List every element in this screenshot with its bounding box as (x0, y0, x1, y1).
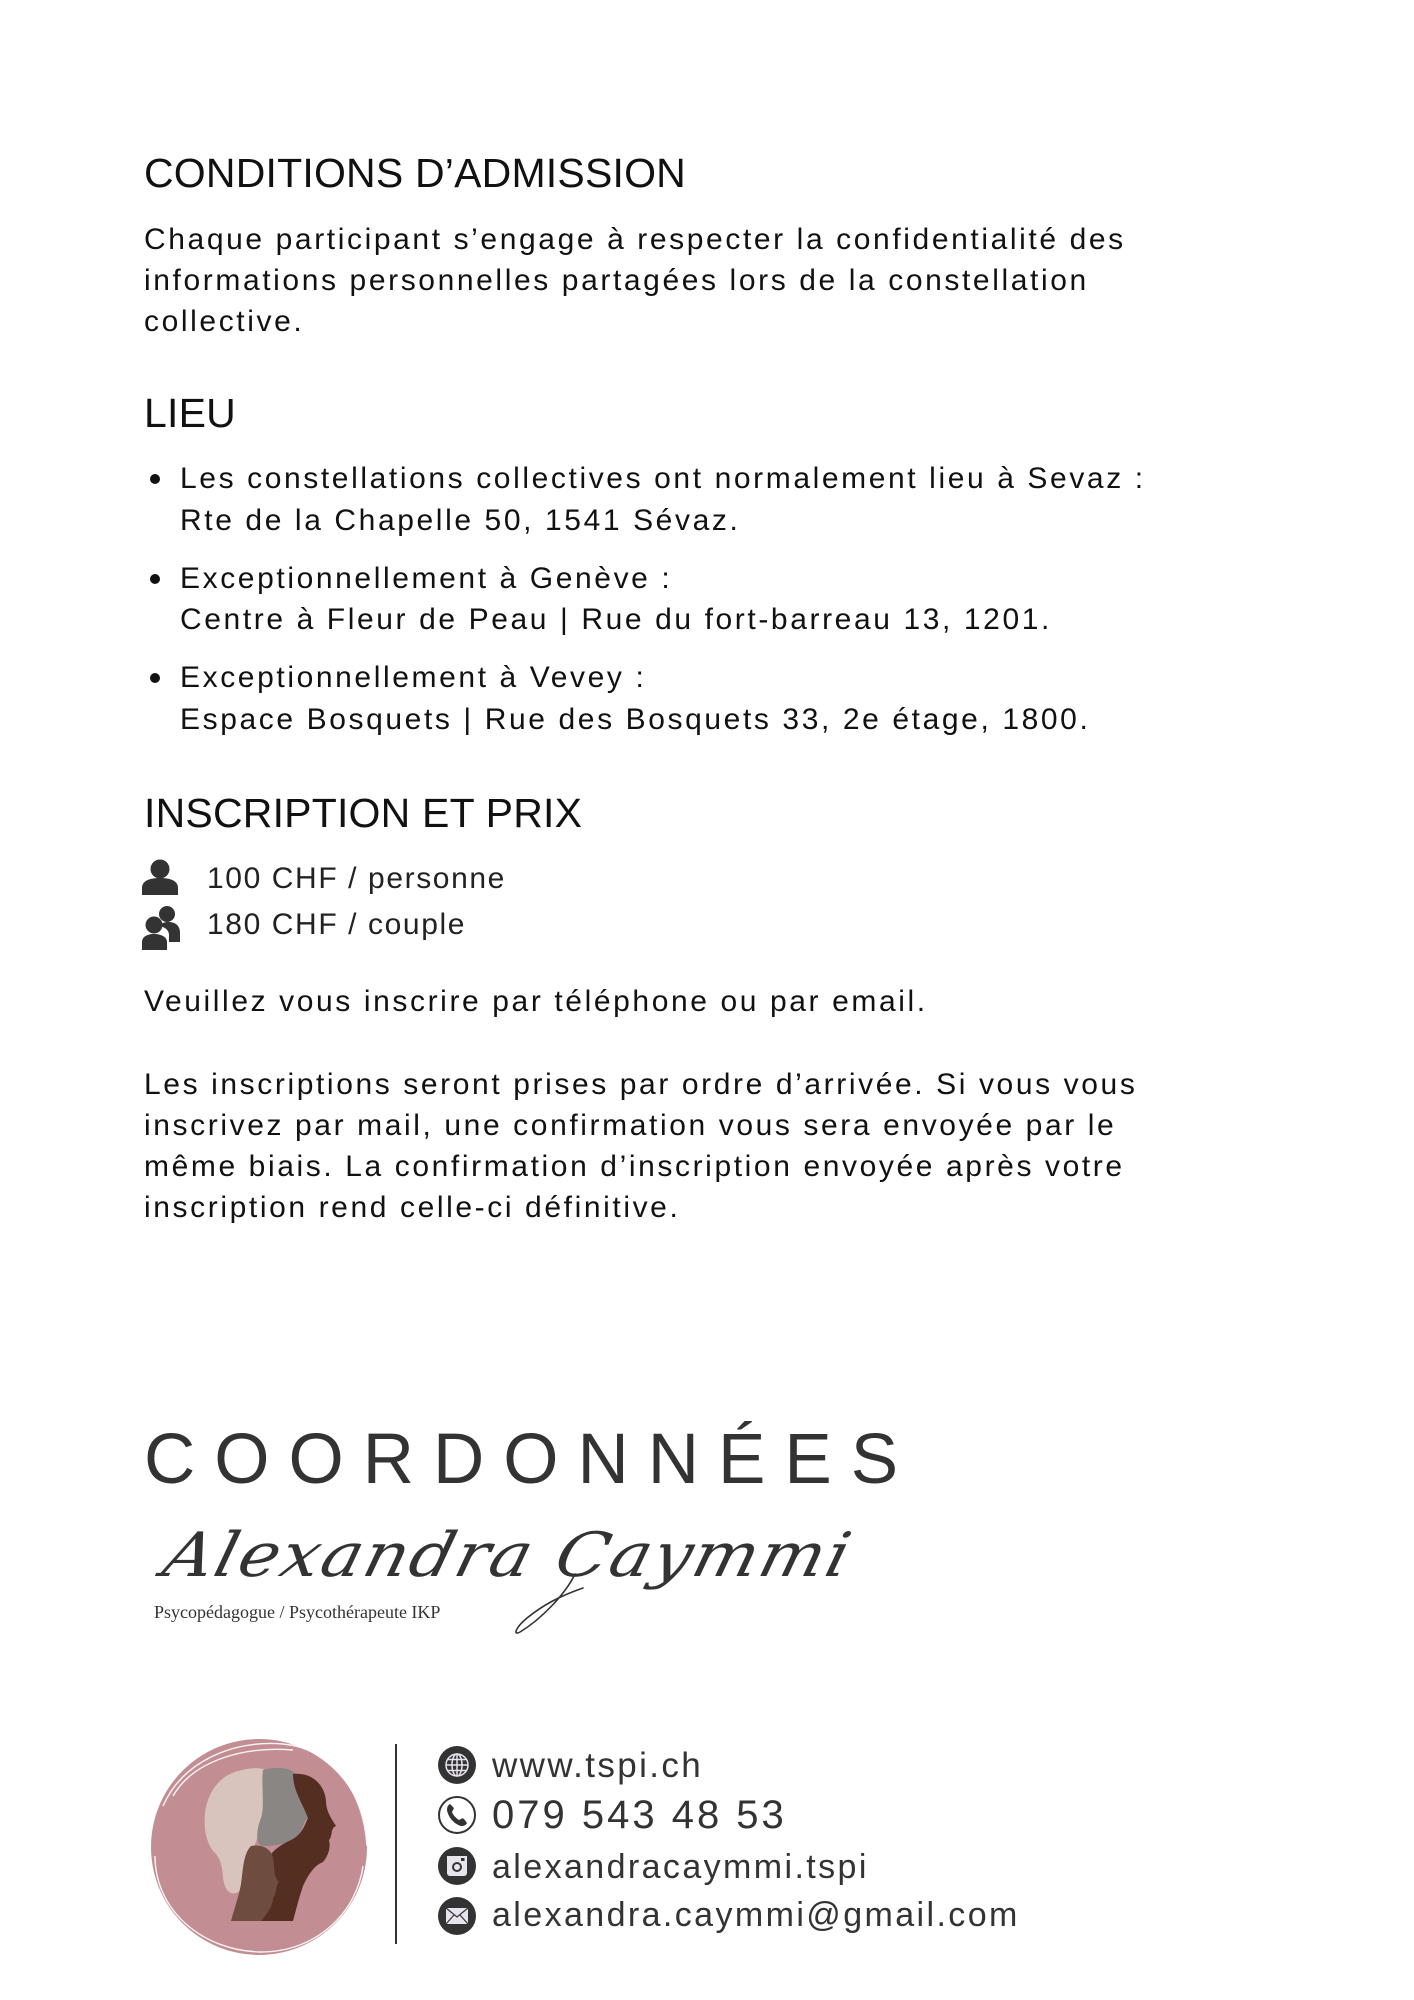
inscription-details-line: inscription rend celle-ci définitive. (144, 1191, 681, 1224)
lieu-item-line: Exceptionnellement à Vevey : (180, 661, 647, 694)
signature: Alexandra Caymmi (156, 1520, 860, 1592)
bullet-icon (150, 474, 160, 484)
bullet-icon (150, 574, 160, 584)
lieu-item-address: Espace Bosquets | Rue des Bosquets 33, 2e étage, 1800. (180, 703, 1091, 736)
lieu-heading: LIEU (144, 390, 236, 436)
instagram-icon (438, 1847, 476, 1885)
professional-title: Psycopédagogue / Psycothérapeute IKP (154, 1602, 441, 1622)
couple-icon (141, 905, 181, 950)
website-link[interactable]: www.tspi.ch (492, 1746, 704, 1785)
lieu-item-line: Exceptionnellement à Genève : (180, 562, 673, 595)
conditions-text-line: Chaque participant s’engage à respecter la confidentialité des (144, 223, 1126, 256)
inscription-details-line: inscrivez par mail, une confirmation vous sera envoyée par le (144, 1109, 1117, 1142)
inscription-heading: INSCRIPTION ET PRIX (144, 790, 583, 836)
conditions-text-line: informations personnelles partagées lors de la constellation (144, 264, 1089, 297)
signature-flourish (505, 1570, 585, 1640)
lieu-item-address: Rte de la Chapelle 50, 1541 Sévaz. (180, 504, 741, 537)
conditions-text-line: collective. (144, 305, 305, 338)
inscription-instruction: Veuillez vous inscrire par téléphone ou par email. (144, 985, 928, 1018)
phone-icon (437, 1795, 477, 1835)
phone-number[interactable]: 079 543 48 53 (492, 1793, 787, 1837)
bullet-icon (150, 673, 160, 683)
coordonnees-heading: COORDONNÉES (144, 1420, 918, 1499)
email-link[interactable]: alexandra.caymmi@gmail.com (492, 1896, 1020, 1934)
logo-image (143, 1736, 375, 1958)
globe-icon (438, 1746, 476, 1784)
contact-divider (395, 1744, 397, 1944)
instagram-handle[interactable]: alexandracaymmi.tspi (492, 1848, 869, 1886)
inscription-details-line: même biais. La confirmation d’inscription envoyée après votre (144, 1150, 1125, 1183)
lieu-item-line: Les constellations collectives ont normalement lieu à Sevaz : (180, 462, 1146, 495)
email-icon (438, 1897, 476, 1935)
price-text: 100 CHF / personne (207, 862, 506, 895)
price-text: 180 CHF / couple (207, 908, 467, 941)
conditions-heading: CONDITIONS D’ADMISSION (144, 150, 686, 196)
person-icon (141, 859, 179, 895)
inscription-details-line: Les inscriptions seront prises par ordre d’arrivée. Si vous vous (144, 1068, 1138, 1101)
lieu-item-address: Centre à Fleur de Peau | Rue du fort-barreau 13, 1201. (180, 603, 1052, 636)
